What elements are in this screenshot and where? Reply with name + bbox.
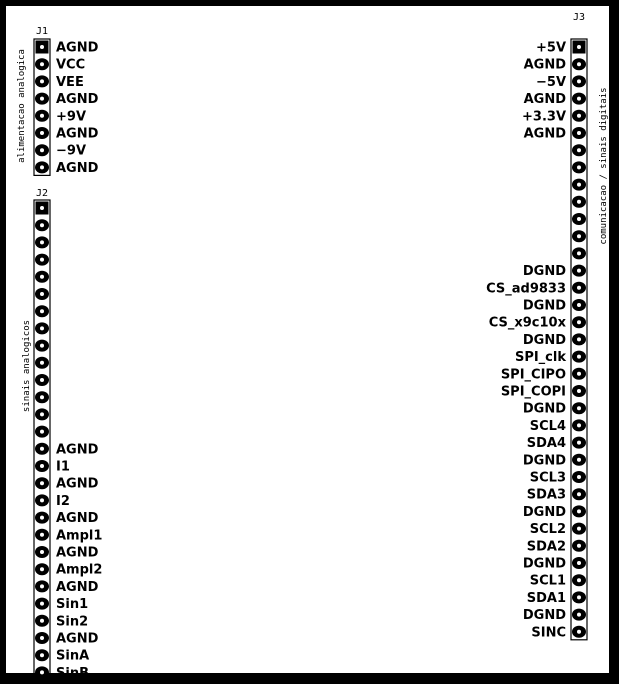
pad-hole	[577, 441, 581, 445]
pad-hole	[40, 498, 44, 502]
pin-label: AGND	[523, 57, 566, 73]
pad-hole	[40, 258, 44, 262]
pad-hole	[577, 578, 581, 582]
pad-hole	[40, 447, 44, 451]
pin-label: +3.3V	[522, 109, 566, 125]
pin-label: SCL1	[529, 573, 566, 589]
connector-ref: J1	[35, 26, 49, 37]
pad-hole	[577, 148, 581, 152]
pad-hole	[40, 550, 44, 554]
connector-title: sinais analogicos	[22, 319, 32, 413]
pad-hole	[577, 372, 581, 376]
pad-hole	[40, 97, 44, 101]
pad-hole	[40, 602, 44, 606]
pad-hole	[40, 45, 44, 49]
pad-hole	[577, 406, 581, 410]
pin-label: DGND	[522, 298, 566, 314]
pin-label: I1	[56, 459, 70, 475]
pin-label: AGND	[56, 476, 99, 492]
pad-hole	[577, 45, 581, 49]
pin-label: SDA2	[526, 539, 566, 555]
pin-label: SDA4	[526, 436, 566, 452]
pin-label: SCL2	[529, 522, 566, 538]
pad-hole	[577, 492, 581, 496]
pad-hole	[40, 223, 44, 227]
pad-hole	[577, 613, 581, 617]
pin-label: AGND	[56, 40, 99, 56]
pad-hole	[40, 361, 44, 365]
pad-hole	[577, 217, 581, 221]
pad-hole	[40, 344, 44, 348]
pin-label: I2	[56, 493, 70, 509]
pad-hole	[40, 464, 44, 468]
pin-label: Ampl2	[56, 562, 103, 578]
connector-j3	[486, 12, 609, 640]
pin-label: Ampl1	[56, 528, 103, 544]
pin-label: −9V	[56, 143, 86, 159]
pin-label: AGND	[56, 160, 99, 176]
pin-label: DGND	[522, 401, 566, 417]
pad-hole	[577, 97, 581, 101]
pin-label: SCL3	[529, 470, 566, 486]
pin-label: SCL4	[529, 418, 566, 434]
pad-hole	[40, 240, 44, 244]
pin-label: AGND	[56, 545, 99, 561]
pad-hole	[577, 200, 581, 204]
connector-ref: J2	[35, 188, 49, 199]
pin-label: DGND	[522, 608, 566, 624]
pad-hole	[577, 527, 581, 531]
pin-label: CS_ad9833	[486, 281, 566, 297]
pin-label: Sin1	[56, 597, 89, 613]
pad-hole	[40, 292, 44, 296]
pad-hole	[40, 326, 44, 330]
pin-label: VEE	[56, 74, 84, 90]
pad-hole	[40, 206, 44, 210]
pin-label: +9V	[56, 109, 86, 125]
pin-label: CS_x9c10x	[488, 315, 566, 331]
pad-hole	[40, 148, 44, 152]
pin-label: SinA	[56, 648, 90, 664]
pad-hole	[577, 458, 581, 462]
pin-label: AGND	[56, 92, 99, 108]
pin-label: DGND	[522, 556, 566, 572]
pad-hole	[40, 619, 44, 623]
connector-j1	[17, 26, 99, 176]
pin-label: SinB	[56, 665, 89, 681]
pad-hole	[577, 303, 581, 307]
pad-hole	[40, 79, 44, 83]
pad-hole	[40, 309, 44, 313]
pin-label: AGND	[56, 126, 99, 142]
pin-label: VCC	[56, 57, 86, 73]
pad-hole	[577, 337, 581, 341]
pin-label: SDA1	[526, 590, 566, 606]
pad-hole	[40, 412, 44, 416]
pin-label: +5V	[536, 40, 566, 56]
pad-hole	[40, 481, 44, 485]
pin-label: AGND	[523, 92, 566, 108]
pad-hole	[577, 269, 581, 273]
pad-hole	[577, 251, 581, 255]
pad-hole	[40, 62, 44, 66]
pad-hole	[40, 636, 44, 640]
pad-hole	[40, 567, 44, 571]
pad-hole	[577, 423, 581, 427]
pad-hole	[40, 275, 44, 279]
pad-hole	[40, 533, 44, 537]
pin-label: AGND	[56, 442, 99, 458]
connector-title: comunicacao / sinais digitais	[599, 87, 609, 245]
pin-label: AGND	[56, 631, 99, 647]
pad-hole	[577, 595, 581, 599]
pad-hole	[577, 114, 581, 118]
pad-hole	[577, 62, 581, 66]
pad-hole	[40, 430, 44, 434]
pin-label: AGND	[56, 579, 99, 595]
pad-hole	[577, 475, 581, 479]
pin-label: DGND	[522, 332, 566, 348]
pad-hole	[577, 183, 581, 187]
pad-hole	[577, 165, 581, 169]
pin-label: SDA3	[526, 487, 566, 503]
pin-label: SINC	[531, 625, 566, 641]
pin-label: DGND	[522, 504, 566, 520]
pad-hole	[577, 544, 581, 548]
pad-hole	[40, 653, 44, 657]
pad-hole	[577, 630, 581, 634]
pad-hole	[577, 389, 581, 393]
pad-hole	[577, 355, 581, 359]
pin-label: SPI_clk	[514, 350, 566, 366]
pad-hole	[577, 131, 581, 135]
pin-label: SPI_COPI	[500, 384, 566, 400]
pad-hole	[40, 516, 44, 520]
pin-label: DGND	[522, 264, 566, 280]
pad-hole	[40, 395, 44, 399]
pad-hole	[40, 378, 44, 382]
pad-hole	[577, 509, 581, 513]
connector-j2	[22, 188, 102, 681]
pin-label: −5V	[536, 74, 566, 90]
pad-hole	[577, 286, 581, 290]
pad-hole	[40, 584, 44, 588]
pin-label: SPI_CIPO	[500, 367, 566, 383]
connector-ref: J3	[572, 12, 586, 23]
pin-label: AGND	[523, 126, 566, 142]
pad-hole	[40, 114, 44, 118]
pin-label: Sin2	[56, 614, 89, 630]
pin-label: AGND	[56, 511, 99, 527]
pad-hole	[40, 670, 44, 674]
connector-title: alimentacao analogica	[17, 49, 27, 163]
pad-hole	[577, 79, 581, 83]
pad-hole	[577, 561, 581, 565]
pad-hole	[40, 165, 44, 169]
pin-label: DGND	[522, 453, 566, 469]
pad-hole	[577, 320, 581, 324]
pad-hole	[40, 131, 44, 135]
pad-hole	[577, 234, 581, 238]
